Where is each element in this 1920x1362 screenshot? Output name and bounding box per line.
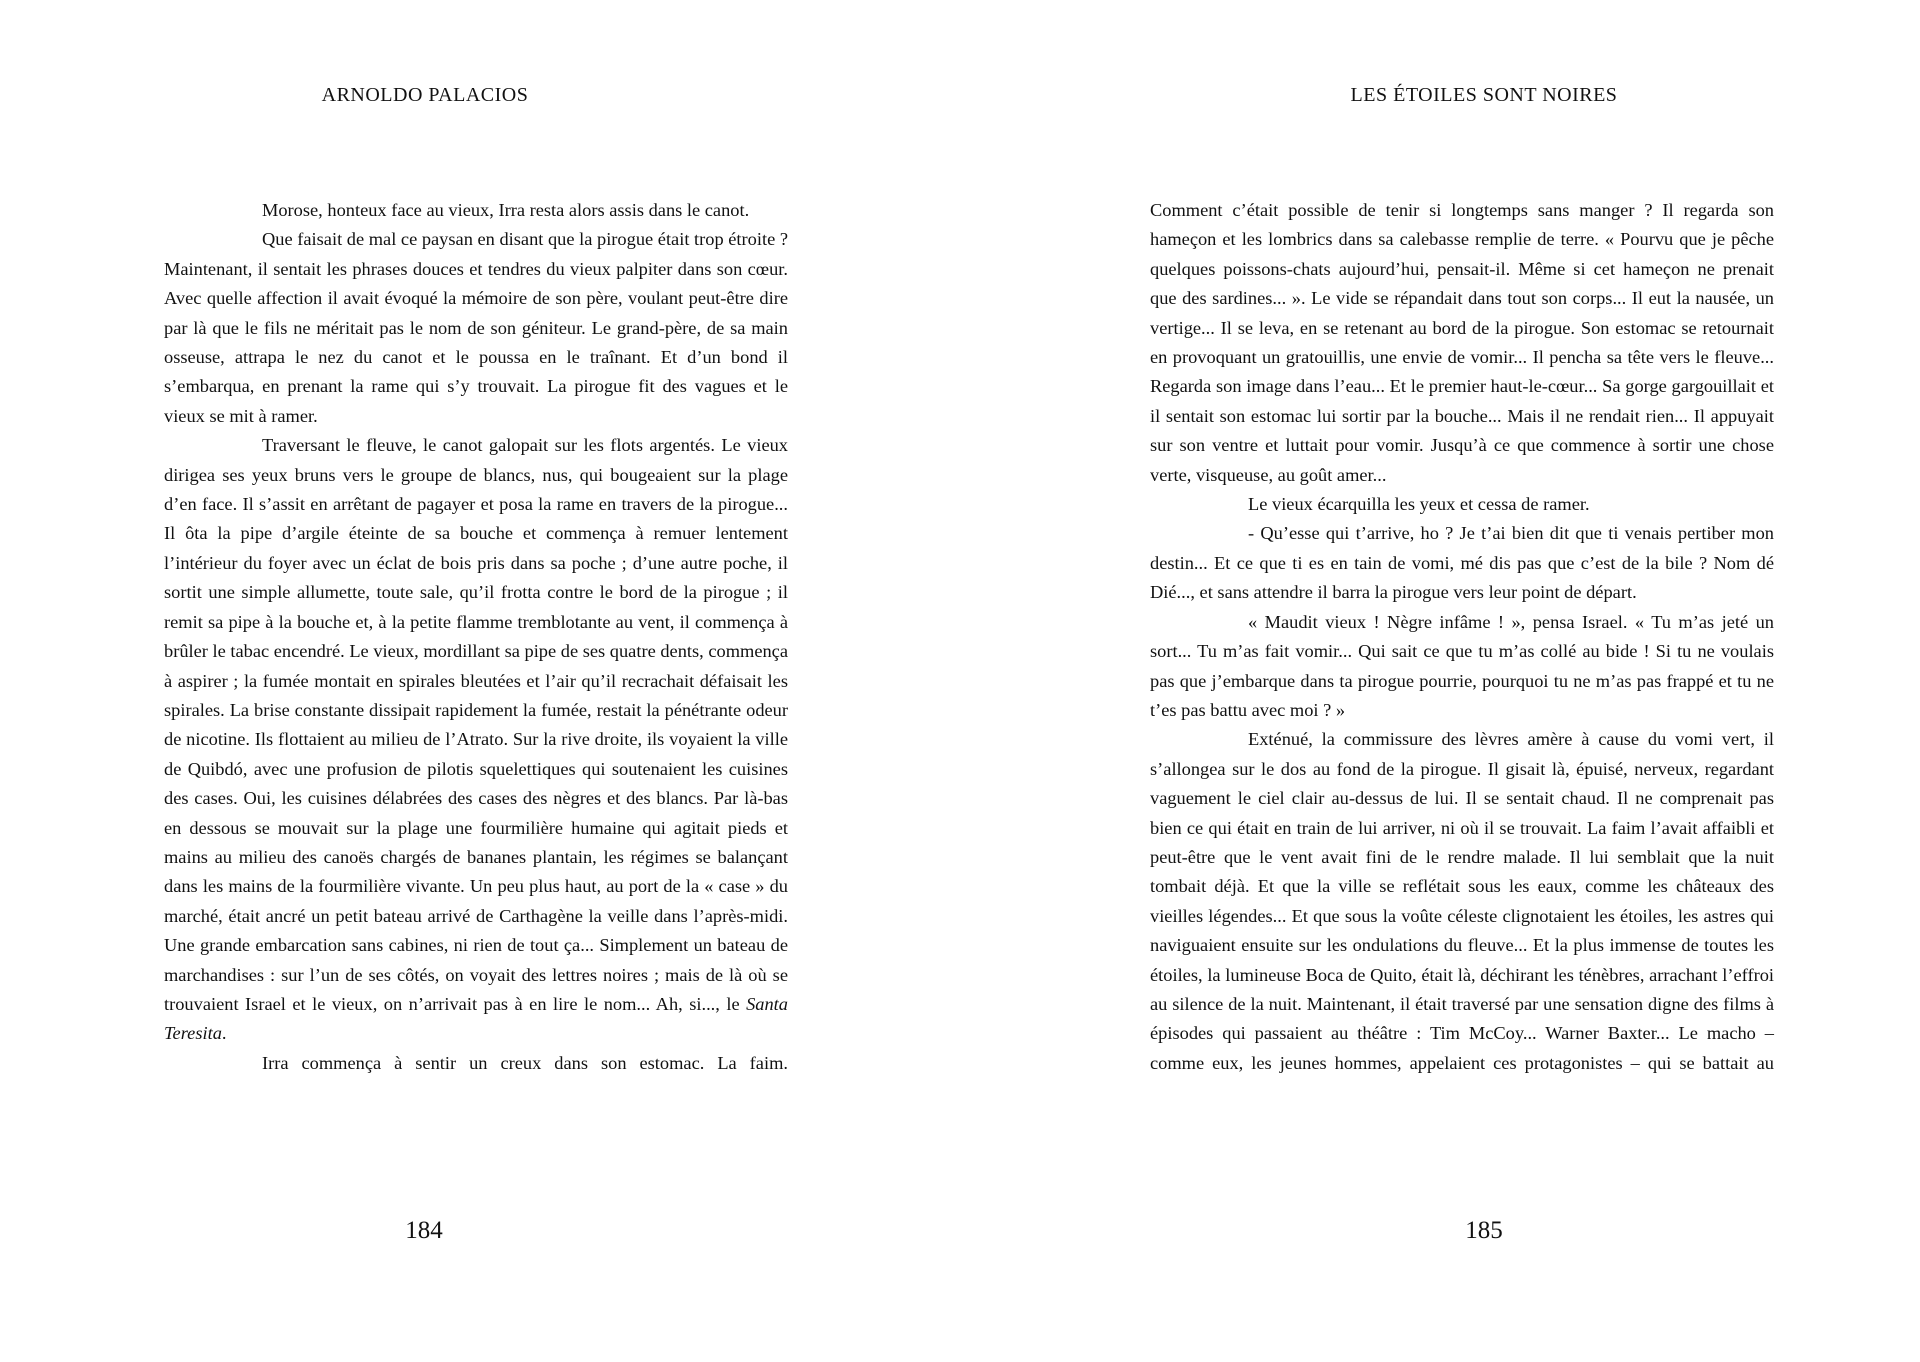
right-page [960, 0, 1920, 1362]
paragraph: Comment c’était possible de tenir si longtemps sans manger ? Il regarda son hameçon et les lombrics dans sa calebasse remplie de terre. « Pourvu que je pêche quelques poissons-chats aujourd’hui, pensait-il. Même si cet hameçon ne prenait que des sardines... ». Le vide se répandait dans tout son corps... Il eut la nausée, un vertige... Il se leva, en se retenant au bord de la pirogue. Son estomac se retournait en provoquant un gratouillis, une envie de vomir... Il pencha sa tête vers le fleuve... Regarda son image dans l’eau... Et le premier haut-le-cœur... Sa gorge gargouillait et il sentait son estomac lui sortir par la bouche... Mais il ne rendait rien... Il appuyait sur son ventre et luttait pour vomir. Jusqu’à ce que commence à sortir une chose verte, visqueuse, au goût amer... [1150, 200, 1774, 485]
left-page-text [164, 196, 788, 1078]
page-number: 184 [405, 1217, 443, 1244]
paragraph: Irra commença à sentir un creux dans son estomac. La faim. [262, 1052, 788, 1073]
dialogue-paragraph: - Qu’esse qui t’arrive, ho ? Je t’ai bien dit que ti venais pertiber mon destin... Et ce que ti es en tain de vomi, mé dis pas que c’est de la bile ? Nom dé Dié..., et sans attendre il barra la pirogue vers leur point de départ. [1150, 523, 1774, 603]
paragraph [164, 431, 788, 1049]
paragraph: Exténué, la commissure des lèvres amère à cause du vomi vert, il s’allongea sur le dos au fond de la pirogue. Il gisait là, épuisé, nerveux, regardant vaguement le ciel clair au-dessus de lui. Il se sentait chaud. Il ne comprenait pas bien ce qui était en train de lui arriver, ni où il se trouvait. La faim l’avait affaibli et peut-être que le vent avait fini de le rendre malade. Il lui semblait que la nuit tombait déjà. Et que la ville se reflétait sous les eaux, comme les châteaux des vieilles légendes... Et que sous la voûte céleste clignotaient les étoiles, les astres qui naviguaient ensuite sur les ondulations du fleuve... Et la plus immense de toutes les étoiles, la lumineuse Boca de Quito, était là, déchirant les ténèbres, arrachant l’effroi au silence de la nuit. Maintenant, il était traversé par une sensation digne des films à épisodes qui passaient au théâtre : Tim McCoy... Warner Baxter... Le macho – comme eux, les jeunes hommes, appelaient ces protagonistes – qui se battait au [1150, 729, 1774, 1073]
paragraph: Que faisait de mal ce paysan en disant que la pirogue était trop étroite ? Maintenant, il sentait les phrases douces et tendres du vieux palpiter dans son cœur. Avec quelle affection il avait évoqué la mémoire de son père, voulant peut-être dire par là que le fils ne méritait pas le nom de son géniteur. Le grand-père, de sa main osseuse, attrapa le nez du canot et le poussa en le traînant. Et d’un bond il s’embarqua, en prenant la rame qui s’y trouvait. La pirogue fit des vagues et le vieux se mit à ramer. [164, 229, 788, 426]
running-head-author: ARNOLDO PALACIOS [321, 84, 529, 106]
paragraph-text: Traversant le fleuve, le canot galopait sur les flots argentés. Le vieux dirigea ses yeux bruns vers le groupe de blancs, nus, qui bougeaient sur la plage d’en face. Il s’assit en arrêtant de pagayer et posa la rame en travers de la pirogue... Il ôta la pipe d’argile éteinte de sa bouche et commença à remuer lentement l’intérieur du foyer avec un éclat de bois pris dans sa poche ; d’une autre poche, il sortit une simple allumette, toute sale, qu’il frotta contre le bord de la pirogue ; il remit sa pipe à la bouche et, à la petite flamme tremblotante au vent, il commença à brûler le tabac encendré. Le vieux, mordillant sa pipe de ses quatre dents, commença à aspirer ; la fumée montait en spirales bleutées et l’air qu’il recrachait défaisait les spirales. La brise constante dissipait rapidement la fumée, restait la pénétrante odeur de nicotine. Ils flottaient au milieu de l’Atrato. Sur la rive droite, ils voyaient la ville de Quibdó, avec une profusion de pilotis squelettiques qui soutenaient les cuisines des cases. Oui, les cuisines délabrées des cases des nègres et des blancs. Par là-bas en dessous se mouvait sur la plage une fourmilière humaine qui agitait pieds et mains au milieu des canoës chargés de bananes plantain, les régimes se balançant dans les mains de la fourmilière vivante. Un peu plus haut, au port de la « case » du marché, était ancré un petit bateau arrivé de Carthagène la veille dans l’après-midi. Une grande embarcation sans cabines, ni rien de tout ça... Simplement un bateau de marchandises : sur l’un de ses côtés, on voyait des lettres noires ; mais de là où se trouvaient Israel et le vieux, on n’arrivait pas à en lire le nom... Ah, si..., le [164, 435, 789, 1014]
page-number: 185 [1465, 1217, 1503, 1244]
right-page-text [1150, 196, 1774, 1078]
running-head-title: LES ÉTOILES SONT NOIRES [1350, 84, 1618, 106]
ship-name-period: . [221, 1023, 227, 1044]
paragraph: Le vieux écarquilla les yeux et cessa de ramer. [1248, 494, 1590, 515]
paragraph: Morose, honteux face au vieux, Irra resta alors assis dans le canot. [262, 200, 750, 220]
ship-name: Santa Teresita [164, 993, 788, 1044]
paragraph: « Maudit vieux ! Nègre infâme ! », pensa Israel. « Tu m’as jeté un sort... Tu m’as fait vomir... Qui sait ce que tu m’as collé au bide ! Si tu ne voulais pas que j’embarque dans ta pirogue pourrie, pourquoi tu ne m’as pas frappé et tu ne t’es pas battu avec moi ? » [1150, 611, 1774, 720]
